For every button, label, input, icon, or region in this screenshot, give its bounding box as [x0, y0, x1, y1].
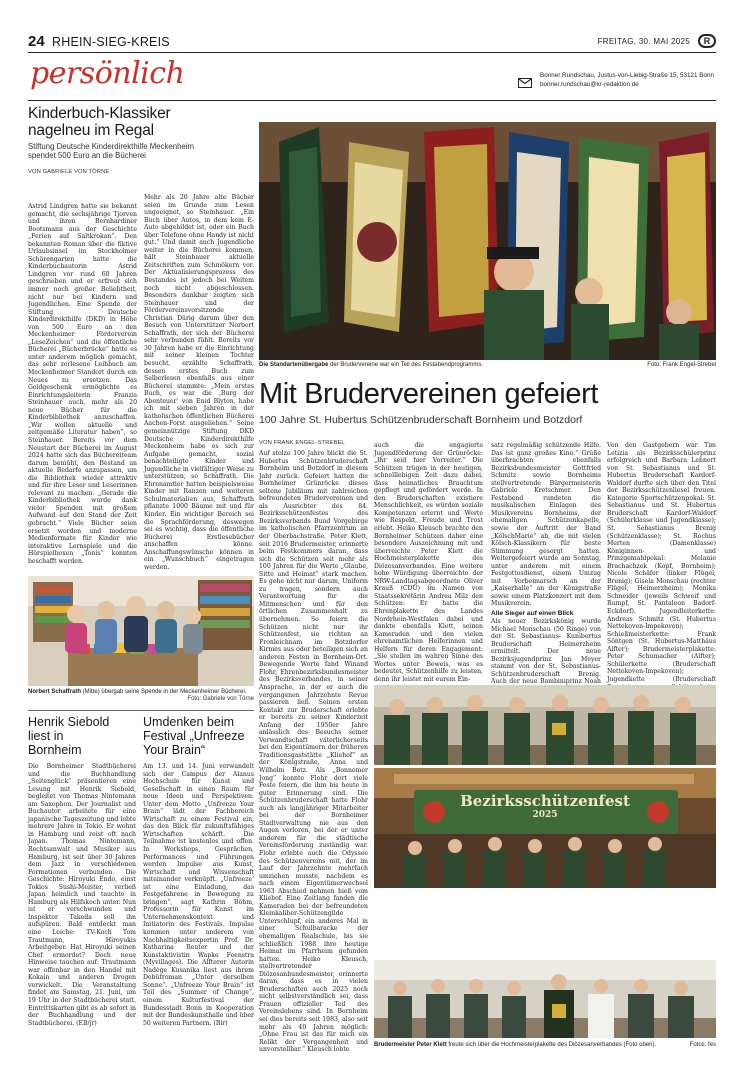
article-body: Am 13. und 14. Juni verwandelt sich der Campus der Alanus Hochschule für Kunst und Gesellschaft in einen Raum für neue Ideen und Perspektiven: Unter dem Motto „Unfreeze Your Brain“ lädt der Fachbereich Wirtschaft zu einem Festival ein, das den Blick für zukunftsfähiges Wirtschaften schärft. Die Teilnahme ist kostenlos und offen. In Workshops, Gesprächen, Performances und Führungen werden Impulse aus Kunst, Wirtschaft und Wissenschaft miteinander verknüpft. „Unfreeze‘ ist eine Einladung, das Festgefahrene in Bewegung zu bringen“, sagt Kathrin Böhm, Professorin für Kunst im Unternehmenskontext und Initiatorin des Festivals. Impulse kommen unter anderem von Nachhaltigkeitsexpertin Prof. Dr. Katharina Reuter und der Kunstaktivistin Wapke Feenstra (Myvillages). Die Alfterer Autorin Nadège Kusanika liest aus ihrem Debütroman „Unter derselben Sonne“. „Unfreeze Your Brain“ ist Teil des „Summer of Change“, einem Kulturfestival der Bundesstadt Bonn in Kooperation mit der Bundeskunsthalle und über 50 weiteren Partnern. (Bir) — [143, 763, 254, 1027]
rubric-rule — [28, 100, 716, 101]
article-headline — [143, 715, 254, 757]
headline-line: Bornheim — [28, 743, 82, 757]
headline-line: nagelneu im Regal — [28, 122, 154, 139]
photo-credit: Foto: Frank Engel-Strebel — [647, 362, 716, 368]
award-photo — [374, 685, 716, 765]
contact-address: Bonner Rundschau, Justus-von-Liebig-Straße 15, 53121 Bonn — [540, 72, 714, 79]
article-schuetzen-headline: Mit Brudervereinen gefeiert — [259, 378, 598, 410]
subheadline-line: Stiftung Deutsche Kinderdirekthilfe Meckenheim — [28, 142, 194, 151]
flag-photo-caption — [259, 362, 716, 369]
stage-banner-photo — [374, 768, 716, 888]
column-text: Als neuer Bezirkskönig wurde Michael Monschau (50 Ringe) von der St. Sebastianus- Kunibertus Bruderschaft Heimerzheim ermittelt. Der neue Bezirksjugendprinz Jan Meyer stammt von der St. Sebastianus-Schützenbruderschaft Brenig. Auch der neue Bambiniprinz Noah — [491, 618, 601, 686]
subheadline-line: spendet 500 Euro an die Bücherei — [28, 151, 146, 161]
article-column-1: Astrid Lindgren hatte sie bekannt gemacht, die sechsjährige Tjorven und ihren Bernhardiner Bootsmann aus der Geschichte „Ferien auf Saltkrokan“. Den bekannten Roman über die fiktive Urlaubsinsel im Stockholmer Schärengarten hatte die Kinderbuchautorin Astrid Lindgren vor rund 60 Jahren geschrieben und er erfreut sich immer noch großer Beliebtheit, nicht nur bei Kindern und Jugendlichen. Eine Spende der Stiftung Deutsche Kinderdirekthilfe (DKD) in Höhe von 500 Euro an den Meckenheimer Förderverein „LeseZeichen“ und die öffentliche Bücherei „Bücherbrücke“ hatte es unter anderem möglich gemacht, das sehr zerlesene Leihbuch am Meckenheimer Standort durch ein Neues zu ersetzen. Das Geldgeschenk ermöglichte es Einrichtungsleiterin Franzis Steinhauer auch, mehr als 20 neue Bücher für die Kinderbibliothek anzuschaffen. „Wir wollen aktuelle und zeitgemäße Literatur haben“, so Steinhauer. Bereits vor dem Neustart der Bücherei im August 2024 hatte sich das Büchereiteam darum bemüht, den Bestand an aktuelle Bedarfe anzupassen, um die Bibliothek wieder attraktiv und für ihre Leser und Leserinnen relevant zu machen. „Gerade die Kinderbibliothek wurde dank vieler Spenden mit großem Aufwand auf den Stand der Zeit gebracht.“ Viele Bücher seien ersetzt worden und moderne Medienformate für Kinder wie interaktive Lernspiele und die Hörspielboxen „Tonis“ konnten beschafft werden. — [28, 203, 137, 565]
caption-bold: Die Standartenübergabe — [259, 362, 329, 368]
article-schuetzen-byline: VON FRANK ENGEL-STREBEL — [259, 440, 345, 446]
article-column-4: Von den Gastgebern war Tim Letizia als Bezirksschülerprinz erfolgreich und Barbara Lehnert von St. Sebastianus und St. Hubertus Bruderschaft Kardorf-Waldorf durfte sich über den Titel der Bezirksschützenliesel freuen. Kategorie Sportschützenpokal: St. Sebastianus und St. Hubertus Bruderschaft Kardorf-Waldorf (Schülerklasse und Jugendklasse); St. Sebastianus Brenig (Schützenklasse); St. Rochus Merten (Damenklasse) Königinnen- und Prinzgemahlpokal: Melanie Brachachzek (Kopf, Bornheim); Nicole Schäfer (linker Flügel, Brenig); Gisela Monschau (rechter Flügel, Heimerzheim); Monika Schneider (jeweils Schweif und Rumpf, St. Pantaleon Badorf-Eckdorf). Jugendleiterkette: Andreas Schmitz (St. Hubertus Nettekoven-Impekoven); Schießmeisterkette: Frank Söntgen (St. Hubertus-Matthäus Alfter); Brudermeisterplakette: Peter Schumacher (Alfter); Schülerkette (Bruderschaft Nettekoven-Impekoven); Jugendkette (Bruderschaft — [607, 442, 716, 683]
article-subheadline — [28, 142, 254, 161]
article-headline — [28, 105, 254, 139]
headline-line: Umdenken beim — [143, 715, 235, 729]
caption-text: der Brudervereine war ein Teil des Festabendprogramms. — [330, 362, 483, 368]
issue-date: FREITAG, 30. MAI 2025 — [597, 37, 690, 46]
brudermeister-caption — [374, 1042, 716, 1049]
article-unfreeze — [143, 715, 254, 1027]
page-number: 24 — [28, 33, 45, 50]
headline-line: Kinderbuch-Klassiker — [28, 105, 171, 122]
article-headline — [28, 715, 136, 757]
newspaper-logo-icon: R — [698, 34, 716, 48]
banner-year: 2025 — [532, 810, 558, 820]
photo-credit: Foto: Gabriele von Törne — [187, 696, 254, 702]
article-siebold — [28, 715, 136, 1027]
headline-line: Your Brain“ — [143, 743, 206, 757]
banner-title: Bezirksschützenfest — [460, 792, 630, 810]
mail-icon — [518, 78, 532, 88]
library-photo-caption — [28, 689, 254, 703]
caption-name: Norbert Schaffrath — [28, 689, 82, 695]
headline-line: Henrik Siebold — [28, 715, 110, 729]
section-title: RHEIN-SIEG-KREIS — [52, 35, 170, 49]
article-column-1: Auf stolze 100 Jahre blickt die St. Hubertus Schützenbruderschaft Bornheim und Botzdorf in diesem Jahr zurück. Gefeiert hatten die Bornheimer Grünröcke dieses seltene Jubiläum mit zahlreichen befreundeten Brudervereinen und als Ausrichter des 84. Bezirksschützenfestes des Bezirksverbands Bund Vorgebirge im katholischen Pfarrzentrum an der Oberbachstraße. Peter Klett, seit 2016 Brudermeister, erinnerte beim Festkommers daran, dass sich die Schützen seit mehr als 100 Jahren für die Werte „Glaube, Sitte und Heimat“ stark machen. Es gehe nicht nur darum, Uniform zu tragen, sondern auch Verantwortung für die Mitmenschen und für den örtlichen Zusammenhalt zu übernehmen. So feiern die Schützen nicht nur ihr Schützenfest, sie richten an Fronleichnam im Botzdorfer Kirmes aus oder beteiligen sich an anderen Festen in Bornheim-Ort. Bewegende Worte fand Winand Flohr, Ehrenbezirksbundesmeister des Bezirksverbandes, in seiner Ansprache, in der er auch die vergangenen Jahrzehnte Revue passieren ließ. Seinen ersten Kontakt zur Bruderschaft erlebte er bereits zu seiner Kinderzeit Anfang der 1950er Jahre anlässlich des Besuchs seiner Verwandtschaft väterlicherseits bei den Eigentümern der früheren Traditionsgaststätte „Kliehof“ an der Königstraße, Anna und Wilhelm Botz. Als „Bonnemer Jong“ konnte Flohr dort viele Feste feiern, die ihm bis heute in guter Erinnerung sind. Die Schützenbruderschaft hatte Flohr auch als langjähriger Mitarbeiter bei der Bornheimer Stadtverwaltung nie aus den Augen verloren, bei der er unter anderem für die städtische Vereinsförderung zuständig war. Flohr erlebte auch die Odyssee des Schützenvereins mit, der im Lauf der Jahrzehnte mehrfach umziehen musste, nachdem es nach einem Eigentümerwechsel 1963 Abschied nehmen hieß vom Kliehof. Eine Zeitlang fanden die Kameraden bei der befreundeten Kleinkaliber-Schützengilde Unterschlupf, ein anderes Mal in einer Schulbaracke der ehemaligen Realschule, bis sie schließlich 1988 ihre heutige Heimat im Pfarrheim gefunden hatten. Heiko Kleusch, stellvertretender Diözesanbundesmeister, erinnerte daran, dass es in vielen Bruderschaften auch 2025 noch nicht selbstverständlich sei, dass Frauen offizieller Teil des Vereinslebens sind. In Bornheim sei dies bereits seit 1983, also seit mehr als 40 Jahren möglich: „Ohne Frau ist das für mich ein Relikt der Vergangenheit und unvorstellbar.“ Kleusch lobte — [259, 450, 368, 1054]
flag-ceremony-photo — [259, 122, 716, 360]
headline-line: Festival „Unfreeze — [143, 729, 245, 743]
page-header — [28, 33, 716, 53]
rubric-label: persönlich — [30, 56, 185, 91]
column-text: satz regelmäßig schützende Hilfe. Das ist ganz großes Kino.“ Grüße überbrachten ebenfalls Bezirksbundesmeister Gottfried Schmitz sowie Bornheims stellvertretende Bürgermeisterin Gabriele Kretschmer. Den Festabend rundeten die musikalischen Einlagen des Musikvereins Bornheims, der ehemaligen Schützenkapelle, sowie der Auftritt der Band „KölschMarie“ ab, die mit vielen Kölsch-Klassikern für beste Stimmung gesorgt hatten. Weitergefeiert wurde am Sonntag, unter anderem mit einem Festgottesdienst, einem Umzug mit Vorbeimarsch an der „Kaiserhalle“ an der Königstraße sowie einem Platzkonzert mit dem Musikverein. — [491, 442, 601, 608]
photo-credit: Fotos: fes — [689, 1042, 716, 1048]
article-column-2: auch die engagierte Jugendförderung der Grünröcke: „Ihr seid hier Vorreiter.“ Die Schützen trügen in der heutigen, schnelllebigen Zeit dazu dabei, dass heimatliches Brauchtum gepflegt und gefördert werde. In den Bruderschaften existiere Menschlichkeit, es würden soziale Kompetenzen erlernt und Werte wie Respekt, Freude und Trost erlebt. Heiko Kleusch brachte den Bornheimer Schützen daher eine besondere Auszeichnung mit und überreichte Peter Klett die Hochmeisterplakette des Diözesanverbandes. Eine weitere hohe Würdigung überreichte der NRW-Landtagsabgeordnete Oliver Krauß (CDU) im Namen von Staatssekretärin Andrea Milz den Schützen: Er hatte die Ehrenplakette des Landes Nordrhein-Westfalen dabei und dankte ebenfalls Klett, seinen Kameraden und den vielen ehrenamtlichen Helferinnen und Helfern für deren Engagement: „Sie stellen im wahren Sinne des Wortes unter Beweis, was es bedeutet, Schützenhilfe zu leisten, denn ihr leistet mit eurem Ein- — [374, 442, 483, 683]
section-rule — [28, 710, 254, 711]
winners-subhead: Alle Sieger auf einen Blick — [491, 610, 574, 618]
caption-text: (Mitte) übergab seine Spende in der Meckenheimer Bücherei. — [82, 689, 247, 695]
brudermeister-photo — [374, 960, 716, 1038]
library-photo — [28, 576, 254, 686]
headline-line: liest in — [28, 729, 64, 743]
article-byline: VON GABRIELE VON TÖRNE — [28, 168, 110, 175]
caption-bold: Brudermeister Peter Klett — [374, 1042, 447, 1048]
article-column-3 — [491, 442, 601, 694]
header-rule — [28, 52, 716, 53]
contact-email[interactable]: bonner.rundschau@kr-redaktion.de — [540, 81, 639, 88]
article-body: Die Bornheimer Stadtbücherei und die Buchhandlung „Seitenglück“ präsentieren eine Lesung mit Henrik Siebold, begleitet von Thomas Nintemann am Saxophon. Der Journalist und Buchautor arbeitete für eine japanische Tageszeitung und lebte mehrere Jahre in Tokio. Er wohnt in Hamburg und reist oft nach Japan. Thomas Nintemann, Rechtsanwalt und Musiker aus Hamburg, ist seit über 30 Jahren dem Jazz in verschiedenen Formationen verbunden. Die Geschichte: Hiroyuki Endo, einst Tokios Sushi-Meister, verließ Japan heimlich und tauchte in Hamburg als Hilfskoch unter. Nun ist er verschwunden und Inspektor Takeda soll ihn aufspüren. Bald entdeckt man eine Leiche: TV-Koch Tom Trautmann, Hiroyukis Arbeitgeber. Hat Hiroyuki seinen Chef ermordet? Doch neue Hinweise tauchen auf: Trautmann war offenbar in den Handel mit Kokain und anderen Drogen verwickelt. Die Veranstaltung findet am Samstag, 21. Juni, um 19 Uhr in der Stadtbücherei statt. Eintrittskarten gibt es ab sofort in der Buchhandlung und der Stadtbücherei. (EB/jr) — [28, 763, 136, 1027]
article-schuetzen-subheadline: 100 Jahre St. Hubertus Schützenbruderschaft Bornheim und Botzdorf — [259, 414, 583, 426]
article-column-2: Mehr als 20 Jahre alte Bücher seien im Grunde zum Lesen ungeeignet, so Steinhauer. „Ein Buch über Autos, in dem kein E-Auto abgebildet ist, oder ein Buch über Telefone ohne Handy ist nicht gut.“ Und damit auch Jugendliche weiter in die Bücherei kommen, hält Steinhauer aktuelle Zeitschriften zum Schmökern vor. Der Aktualisierungsprozess des Bestandes ist jedoch bei Weitem noch nicht abgeschlossen. Besonders dankbar zeigten sich Steinhauer und der Fördervereinsvorsitzende Christian Dürig darum über den Besuch von Unterstützer Norbert Schaffrath, der sich der Bücherei sehr verbunden fühlt. Bereits vor 30 Jahren habe er die Einrichtung mit seiner kleinen Tochter besucht, erzählte Schaffrath, dessen erstes Buch zum Selberlesen ebenfalls aus einer Bücherei stammte: „Mein erstes Buch, es war die ‚Burg der Abenteuer‘ von Enid Blyton, habe ich mit sieben Jahren in der katholischen öffentlichen Bücherei Aachen-Forst ausgeliehen.“ Seine gemeinnützige Stiftung DKD Deutsche Kinderdirekthilfe Meckenheim habe es sich zur Aufgabe gemacht, sozial benachteiligte Kinder und Jugendliche in vielfältiger Weise zu unterstützen, so Schaffrath. Die Ehrenamtler hatten beispielsweise Kinder mit Ranzen und weiteren Schulmaterialien aus, Schaffrath pflanzte 1000 Bäume mit und für Kinder. Ein wichtiger Bereich sei die Sprachförderung, deswegen sei es wichtig, dass die öffentliche Bücherei Erstlesebücher anschaffen könne. Anschaffungswünsche können in ein „Wunschbuch“ eingetragen werden. — [144, 194, 254, 571]
caption-text: freute sich über die Hochmeisterplakette des Diözesanverbandes (Foto oben). — [448, 1042, 657, 1048]
